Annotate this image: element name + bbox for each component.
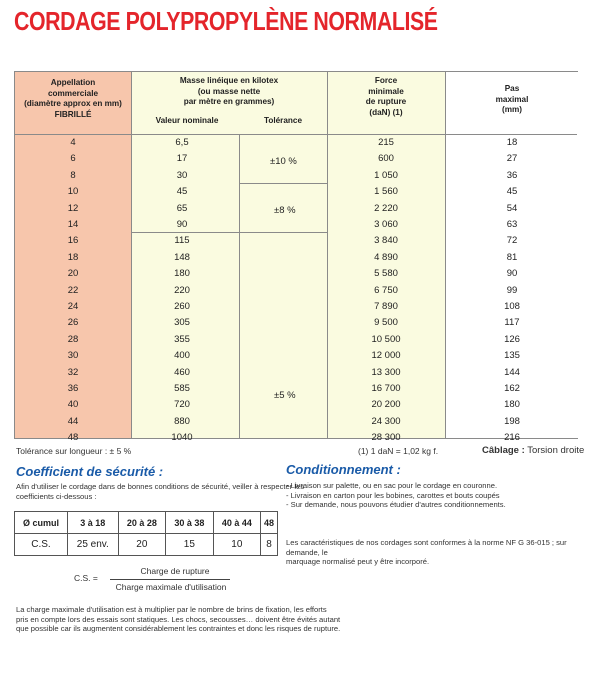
norme-note: Les caractéristiques de nos cordages sont conformes à la norme NF G 36-015 ; sur demande, le marquage normalisé peut y être incorporé. — [286, 538, 567, 567]
table-cell: 22 — [67, 284, 79, 296]
table-cell: 12 — [67, 202, 79, 214]
table-cell: 13 300 — [371, 366, 401, 378]
table-cell: 48 — [67, 432, 79, 444]
table-cell: 36 — [506, 169, 518, 181]
table-cell: 220 — [174, 284, 190, 296]
table-cell: 20 200 — [371, 399, 401, 411]
table-cell: 144 — [504, 366, 520, 378]
table-cell: 27 — [506, 153, 518, 165]
table-cell: 45 — [176, 186, 188, 198]
table-cell: 1 560 — [374, 186, 398, 198]
table-cell: 305 — [174, 317, 190, 329]
table-cell: 20 — [67, 268, 79, 280]
table-cell: 880 — [174, 415, 190, 427]
table-cell: 720 — [174, 399, 190, 411]
table-cell: 135 — [504, 350, 520, 362]
table-cell: 16 700 — [371, 383, 401, 394]
header-pas: Pas maximal (mm) — [495, 84, 529, 114]
table-cell: 44 — [67, 415, 79, 427]
conditionnement-title: Conditionnement : — [286, 462, 401, 477]
dan-note: (1) 1 daN = 1,02 kg f. — [358, 446, 439, 456]
table-cell: 3 840 — [374, 235, 398, 247]
formula-lhs: C.S. = — [74, 573, 98, 583]
tolerance-group-1: ±10 % — [270, 156, 297, 167]
table-cell: 117 — [504, 317, 520, 329]
table-cell: 162 — [504, 383, 520, 394]
table-cell: 180 — [174, 268, 190, 280]
tolerance-group-2: ±8 % — [274, 205, 296, 216]
securite-intro: Afin d'utiliser le cordage dans de bonnes conditions de sécurité, veiller à respecter les coefficients ci-dessous : — [16, 482, 305, 501]
table-cell: 99 — [506, 284, 518, 296]
table-cell: 28 — [67, 333, 79, 345]
table-cell: 7 890 — [374, 301, 398, 312]
table-cell: 26 — [67, 317, 79, 329]
table-cell: 45 — [506, 186, 518, 198]
rope-spec-table — [14, 71, 578, 444]
cablage-label: Câblage : — [482, 445, 525, 456]
table-cell: 8 — [70, 169, 76, 181]
table-cell: 600 — [378, 153, 394, 165]
table-cell: 6 750 — [374, 284, 398, 296]
table-cell: 1040 — [171, 432, 193, 444]
table-cell: 14 — [67, 219, 79, 230]
table-cell: 148 — [174, 251, 190, 263]
table-cell: 6 — [70, 153, 76, 165]
table-cell: 65 — [176, 202, 188, 214]
table-cell: 81 — [506, 251, 518, 263]
cablage-value: Torsion droite — [527, 445, 585, 456]
conditionnement-list — [286, 481, 506, 510]
table-cell: 54 — [506, 202, 518, 214]
table-cell: 28 300 — [371, 432, 401, 444]
table-cell: 180 — [504, 399, 520, 411]
formula-divider — [110, 579, 230, 580]
table-cell: 115 — [174, 235, 190, 247]
table-cell: 585 — [174, 383, 190, 394]
table-cell: 10 500 — [371, 333, 401, 345]
table-row: C.S. 25 env. 20 15 10 8 — [15, 534, 278, 556]
table-cell: 9 500 — [374, 317, 398, 329]
table-cell: 18 — [506, 137, 518, 148]
table-cell: 3 060 — [374, 219, 398, 230]
table-cell: 12 000 — [371, 350, 401, 362]
formula-denominator: Charge maximale d'utilisation — [115, 582, 227, 592]
table-cell: 72 — [506, 235, 518, 247]
table-cell: 460 — [174, 366, 190, 378]
table-cell: 36 — [67, 383, 79, 394]
table-cell: 90 — [176, 219, 188, 230]
length-tolerance-note: Tolérance sur longueur : ± 5 % — [16, 446, 132, 456]
table-cell: 6,5 — [175, 137, 189, 148]
table-cell: 90 — [506, 268, 518, 280]
table-cell: 40 — [67, 399, 79, 411]
safety-coefficient-table — [14, 511, 278, 556]
table-cell: 260 — [174, 301, 190, 312]
table-cell: 30 — [176, 169, 188, 181]
table-cell: 18 — [67, 251, 79, 263]
table-cell: 17 — [176, 153, 188, 165]
header-force: Force minimale de rupture (daN) (1) — [365, 76, 407, 117]
table-cell: 126 — [504, 333, 520, 345]
header-valeur-nominale: Valeur nominale — [155, 116, 219, 125]
table-cell: 108 — [504, 301, 520, 312]
table-cell: 4 — [70, 137, 76, 148]
tolerance-group-3: ±5 % — [274, 390, 296, 401]
table-cell: 5 580 — [374, 268, 398, 280]
table-cell: 215 — [378, 137, 394, 148]
formula-numerator: Charge de rupture — [140, 566, 210, 576]
table-cell: 400 — [174, 350, 190, 362]
securite-title: Coefficient de sécurité : — [16, 464, 164, 479]
table-cell: 10 — [67, 186, 79, 198]
header-tolerance: Tolérance — [263, 116, 303, 125]
table-cell: 1 050 — [374, 169, 398, 181]
table-cell: 30 — [67, 350, 79, 362]
list-item: - Sur demande, nous pouvons étudier d'autres conditionnements. — [286, 500, 506, 510]
header-appellation: Appellation commerciale (diamètre approx en mm) FIBRILLÉ — [24, 78, 122, 119]
list-item: - Livraison sur palette, ou en sac pour le cordage en couronne. — [286, 481, 498, 490]
table-cell: 32 — [67, 366, 79, 378]
table-cell: 63 — [506, 219, 518, 230]
table-cell: 16 — [67, 235, 79, 247]
table-cell: 216 — [504, 432, 520, 444]
table-cell: 24 300 — [371, 415, 401, 427]
table-cell: 198 — [504, 415, 520, 427]
table-cell: 24 — [67, 301, 79, 312]
cablage-note — [482, 445, 584, 456]
table-cell: 355 — [174, 333, 190, 345]
list-item: - Livraison en carton pour les bobines, carottes et bouts coupés — [286, 490, 500, 500]
table-row: Ø cumul 3 à 18 20 à 28 30 à 38 40 à 44 48 — [15, 512, 278, 534]
securite-paragraph: La charge maximale d'utilisation est à multiplier par le nombre de brins de fixation, les efforts pris en compte lors des essais sont statiques. Les chocs, secousses… doivent être évités autant que possible car ils augmentent considérablement les contraintes et donc les risques de rupture. — [16, 605, 341, 634]
header-masse: Masse linéique en kilotex (ou masse nette par mètre en grammes) — [179, 76, 279, 106]
table-cell: 4 890 — [374, 251, 398, 263]
table-cell: 2 220 — [374, 202, 398, 214]
page-title: CORDAGE POLYPROPYLÈNE NORMALISÉ — [14, 6, 438, 36]
